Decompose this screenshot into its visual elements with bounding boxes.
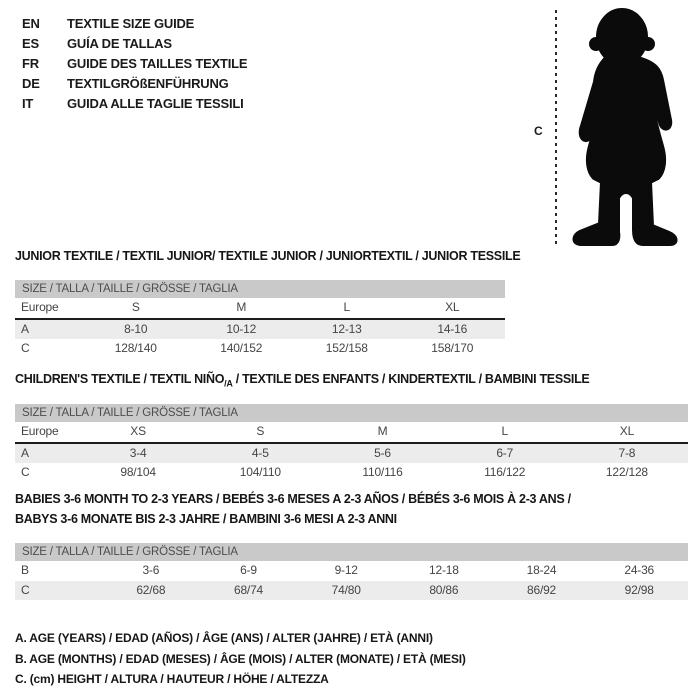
table-cell: 62/68 — [136, 582, 166, 597]
table-cell: 9-12 — [334, 563, 358, 577]
table-cell: 104/110 — [239, 465, 281, 479]
table-cell: 12-13 — [331, 321, 362, 336]
table-cell: 140/152 — [220, 341, 263, 355]
section-title-text: / TEXTILE DES ENFANTS / KINDERTEXTIL / BAMBINI TESSILE — [232, 372, 590, 386]
language-row-fr — [22, 54, 247, 74]
table-cell: 3-4 — [129, 445, 147, 460]
table-cell: XL — [445, 300, 460, 314]
table-cell: 68/74 — [233, 582, 264, 597]
table-cell: XS — [130, 424, 146, 438]
language-row-en — [22, 14, 247, 34]
table-cell: 122/128 — [605, 465, 648, 479]
size-header-bar: SIZE / TALLA / TAILLE / GRÖSSE / TAGLIA — [15, 404, 688, 422]
table-cell: 10-12 — [226, 321, 257, 336]
language-code: ES — [22, 36, 39, 51]
language-list — [22, 14, 247, 114]
section-title-subscript: /A — [224, 378, 233, 389]
table-cell: 14-16 — [437, 321, 468, 336]
table-row — [15, 561, 688, 581]
section-title-babies-line2: BABYS 3-6 MONATE BIS 2-3 JAHRE / BAMBINI 3-6 MESI A 2-3 ANNI — [15, 512, 397, 526]
table-cell: 128/140 — [114, 341, 157, 355]
table-cell: 74/80 — [331, 582, 361, 597]
section-title-text: CHILDREN'S TEXTILE / TEXTIL NIÑO — [15, 372, 225, 386]
table-row — [15, 320, 505, 340]
table-cell: 86/92 — [527, 582, 557, 597]
table-row — [15, 444, 688, 464]
table-cell: S — [131, 300, 140, 314]
table-cell: M — [377, 424, 388, 438]
table-row — [15, 298, 505, 320]
section-title-junior: JUNIOR TEXTILE / TEXTIL JUNIOR/ TEXTILE JUNIOR / JUNIORTEXTIL / JUNIOR TESSILE — [15, 249, 521, 263]
toddler-silhouette-icon — [562, 6, 697, 248]
language-title: TEXTILE SIZE GUIDE — [67, 16, 195, 31]
language-row-it — [22, 94, 247, 114]
language-title: GUIDE DES TAILLES TEXTILE — [67, 56, 248, 71]
row-label: A — [21, 321, 29, 336]
footnote-a: A. AGE (YEARS) / EDAD (AÑOS) / ÂGE (ANS) / ALTER (JAHRE) / ETÀ (ANNI) — [15, 631, 433, 645]
table-cell: L — [501, 424, 508, 438]
row-label: C — [21, 582, 30, 597]
language-code: EN — [22, 16, 40, 31]
table-cell: 18-24 — [526, 563, 557, 577]
table-cell: S — [256, 424, 265, 438]
junior-size-table — [15, 280, 505, 359]
row-label: B — [21, 563, 29, 577]
table-cell: 8-10 — [124, 321, 148, 336]
table-cell: 7-8 — [618, 445, 636, 460]
table-cell: 24-36 — [624, 563, 655, 577]
table-cell: 92/98 — [624, 582, 654, 597]
table-cell: 80/86 — [429, 582, 459, 597]
table-cell: 5-6 — [374, 445, 391, 460]
height-dashed-line — [555, 10, 557, 246]
measurement-figure — [530, 4, 698, 250]
table-cell: XL — [619, 424, 635, 438]
table-row — [15, 581, 688, 601]
language-row-de — [22, 74, 247, 94]
section-title-babies-line1: BABIES 3-6 MONTH TO 2-3 YEARS / BEBÉS 3-6 MESES A 2-3 AÑOS / BÉBÉS 3-6 MOIS À 2-3 ANS / — [15, 492, 571, 506]
language-row-es — [22, 34, 247, 54]
babies-size-table — [15, 543, 688, 600]
table-cell: 4-5 — [251, 445, 269, 460]
size-header-bar: SIZE / TALLA / TAILLE / GRÖSSE / TAGLIA — [15, 280, 505, 298]
table-cell: 158/170 — [431, 341, 474, 355]
section-title-children — [15, 372, 589, 391]
table-cell: 152/158 — [325, 341, 368, 355]
footnotes — [15, 628, 466, 690]
language-code: IT — [22, 96, 34, 111]
table-cell: 6-7 — [496, 445, 514, 460]
table-cell: 6-9 — [240, 563, 257, 577]
row-label: Europe — [21, 300, 59, 314]
table-cell: 98/104 — [120, 465, 156, 479]
row-label: C — [21, 465, 30, 479]
footnote-b: B. AGE (MONTHS) / EDAD (MESES) / ÂGE (MOIS) / ALTER (MONATE) / ETÀ (MESI) — [15, 651, 466, 666]
table-row — [15, 339, 505, 359]
table-cell: 116/122 — [484, 465, 526, 479]
language-title: GUIDA ALLE TAGLIE TESSILI — [67, 96, 244, 111]
language-title: GUÍA DE TALLAS — [67, 36, 172, 51]
row-label: A — [21, 445, 29, 460]
table-cell: 110/116 — [362, 465, 403, 479]
language-code: DE — [22, 76, 40, 91]
table-cell: 3-6 — [142, 563, 160, 577]
table-row — [15, 463, 688, 483]
language-code: FR — [22, 56, 39, 71]
row-label: Europe — [21, 424, 59, 438]
footnote-c: C. (cm) HEIGHT / ALTURA / HAUTEUR / HÖHE / ALTEZZA — [15, 672, 329, 686]
height-measure-label: C — [534, 124, 543, 138]
table-cell: M — [236, 300, 247, 314]
table-row — [15, 422, 688, 444]
size-header-bar: SIZE / TALLA / TAILLE / GRÖSSE / TAGLIA — [15, 543, 688, 561]
children-size-table — [15, 404, 688, 483]
row-label: C — [21, 341, 30, 355]
table-cell: 12-18 — [429, 563, 459, 577]
language-title: TEXTILGRÖßENFÜHRUNG — [67, 76, 229, 91]
table-cell: L — [343, 300, 350, 314]
